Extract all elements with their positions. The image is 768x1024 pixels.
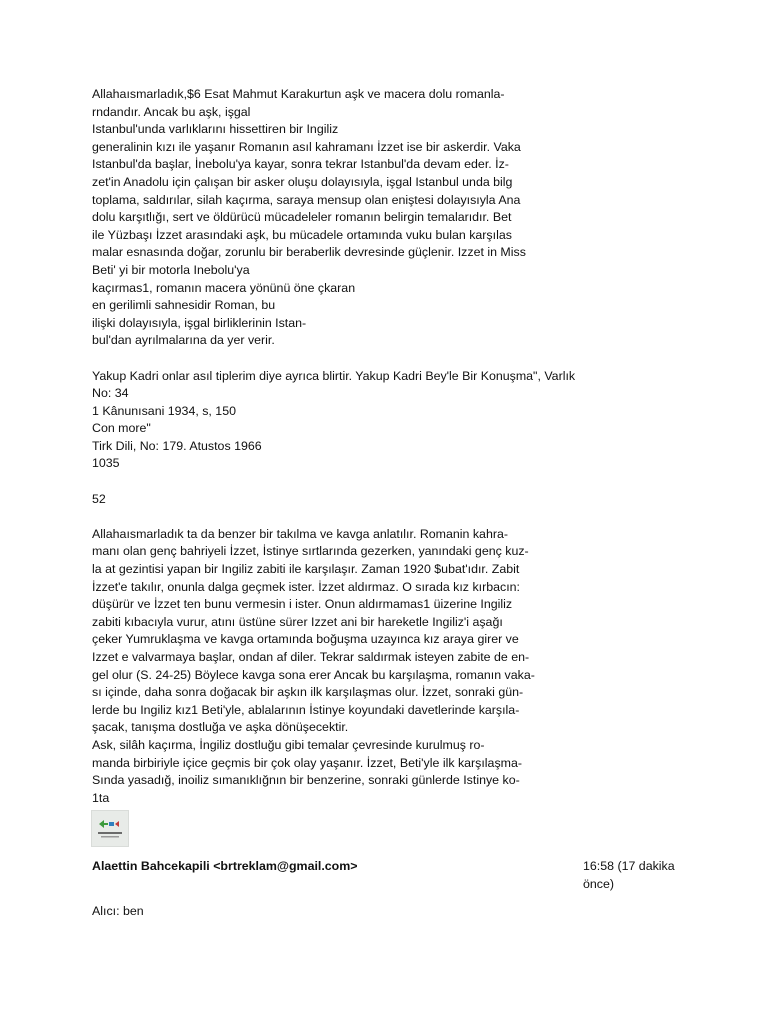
text-line: ile Yüzbaşı İzzet arasındaki aşk, bu mücadele ortamında vuku bulan karşılas: [92, 227, 512, 242]
text-line: Allahaısmarladık,$6 Esat Mahmut Karakurtun aşk ve macera dolu romanla-: [92, 87, 505, 101]
text-line: bul'dan ayrılmalarına da yer verir.: [92, 333, 275, 348]
note-line: Con more": [92, 421, 151, 436]
text-line: Allahaısmarladık ta da benzer bir takılma ve kavga anlatılır. Romanin kahra-: [92, 526, 508, 541]
note-line: No: 34: [92, 386, 129, 401]
spacer: [92, 508, 612, 526]
text-line: çeker Yumruklaşma ve kavga ortamında boğuşma uzayınca kız araya girer ve: [92, 632, 519, 647]
page-number: 52: [92, 491, 106, 506]
text-line: zet'in Anadolu için çalışan bir asker oluşu dolayısıyla, işgal Istanbul unda bilg: [92, 174, 513, 189]
recipient-label[interactable]: Alıcı: ben: [92, 904, 144, 918]
text-line: düşürür ve İzzet ten bunu vermesin i ister. Onun aldırmamas1 üizerine Ingiliz: [92, 597, 513, 612]
paragraph-1: [92, 86, 612, 350]
text-line: 1ta: [92, 790, 110, 805]
text-line: lerde bu Ingiliz kız1 Beti'yle, ablalarının İstinye koyundaki davetlerinde karşıla-: [92, 702, 520, 717]
footnotes: [92, 368, 612, 474]
text-line: manı olan genç bahriyeli İzzet, İstinye sırtlarında gezerken, yanındaki genç kuz-: [92, 544, 529, 559]
text-line: ilişki dolayısıyla, işgal birliklerinin Istan-: [92, 315, 307, 330]
message-body: [92, 86, 612, 807]
sender-name: Alaettin Bahcekapili <brtreklam@gmail.com>: [92, 859, 358, 873]
text-line: la at gezintisi yapan bir Ingiliz zabiti ile karşılaşır. Zaman 1920 $ubat'ıdır. Zabit: [92, 562, 520, 577]
text-line: generalinin kızı ile yaşanır Romanın asıl kahramanı İzzet ise bir askerdir. Vaka: [92, 139, 521, 154]
text-line: İzzet'e takılır, onunla dalga geçmek ister. İzzet aldırmaz. O sırada kız kırbacın:: [92, 579, 520, 594]
note-line: Tirk Dili, No: 179. Atustos 1966: [92, 438, 262, 453]
spacer: [92, 473, 612, 491]
sender-avatar[interactable]: [91, 810, 129, 847]
text-line: Istanbul'da başlar, İnebolu'ya kayar, sonra tekrar Istanbul'da devam eder. İz-: [92, 157, 509, 172]
message-time: 16:58 (17 dakika önce): [583, 859, 675, 891]
text-line: manda birbiriyle içice geçmis bir çok olay yaşanır. İzzet, Beti'yle ilk karşılaşma-: [92, 755, 522, 770]
text-line: malar esnasında doğar, zorunlu bir beraberlik devresinde güçlenir. Izzet in Miss: [92, 245, 526, 260]
text-line: Ask, silâh kaçırma, İngiliz dostluğu gibi temalar çevresinde kurulmuş ro-: [92, 737, 485, 752]
text-line: Izzet e valvarmaya başlar, ondan af diler. Tekrar saldırmak isteyen zabite de en-: [92, 650, 530, 664]
note-line: 1035: [92, 456, 120, 471]
note-line: 1 Kânunısani 1934, s, 150: [92, 403, 236, 418]
text-line: en gerilimli sahnesidir Roman, bu: [92, 298, 276, 313]
text-line: gel olur (S. 24-25) Böylece kavga sona erer Ancak bu karşılaşma, romanın vaka-: [92, 667, 535, 682]
paragraph-2: [92, 526, 612, 808]
text-line: sı içinde, daha sonra doğacak bir aşkın ilk karşılaşmas olur. İzzet, sonraki gün-: [92, 685, 524, 700]
text-line: rndandır. Ancak bu aşk, işgal: [92, 104, 251, 119]
text-line: zabiti kıbacıyla vurur, atını üstüne sürer Izzet ani bir hareketle Ingiliz'i aşağı: [92, 614, 503, 629]
text-line: kaçırmas1, romanın macera yönünü öne çkaran: [92, 280, 356, 295]
note-line: Yakup Kadri onlar asıl tiplerim diye ayrıca blirtir. Yakup Kadri Bey'le Bir Konuşma", Varlık: [92, 368, 576, 383]
text-line: toplama, saldırılar, silah kaçırma, saraya mensup olan eniştesi dolayısıyla Ana: [92, 192, 521, 207]
text-line: Istanbul'unda varlıklarını hissettiren bir Ingiliz: [92, 122, 339, 137]
text-line: Beti' yi bir motorla Inebolu'ya: [92, 262, 250, 277]
sender-avatar-icon: [92, 811, 128, 846]
text-line: dolu karşıtlığı, sert ve öldürücü mücadeleler romanın belirgin temalarıdır. Bet: [92, 210, 512, 225]
text-line: şacak, tanışma dostluğa ve aşka dönüşecektir.: [92, 720, 349, 735]
spacer: [92, 350, 612, 368]
text-line: Sında yasadığ, inoiliz sımanıklığnın bir benzerine, sonraki günlerde Istinye ko-: [92, 773, 520, 788]
